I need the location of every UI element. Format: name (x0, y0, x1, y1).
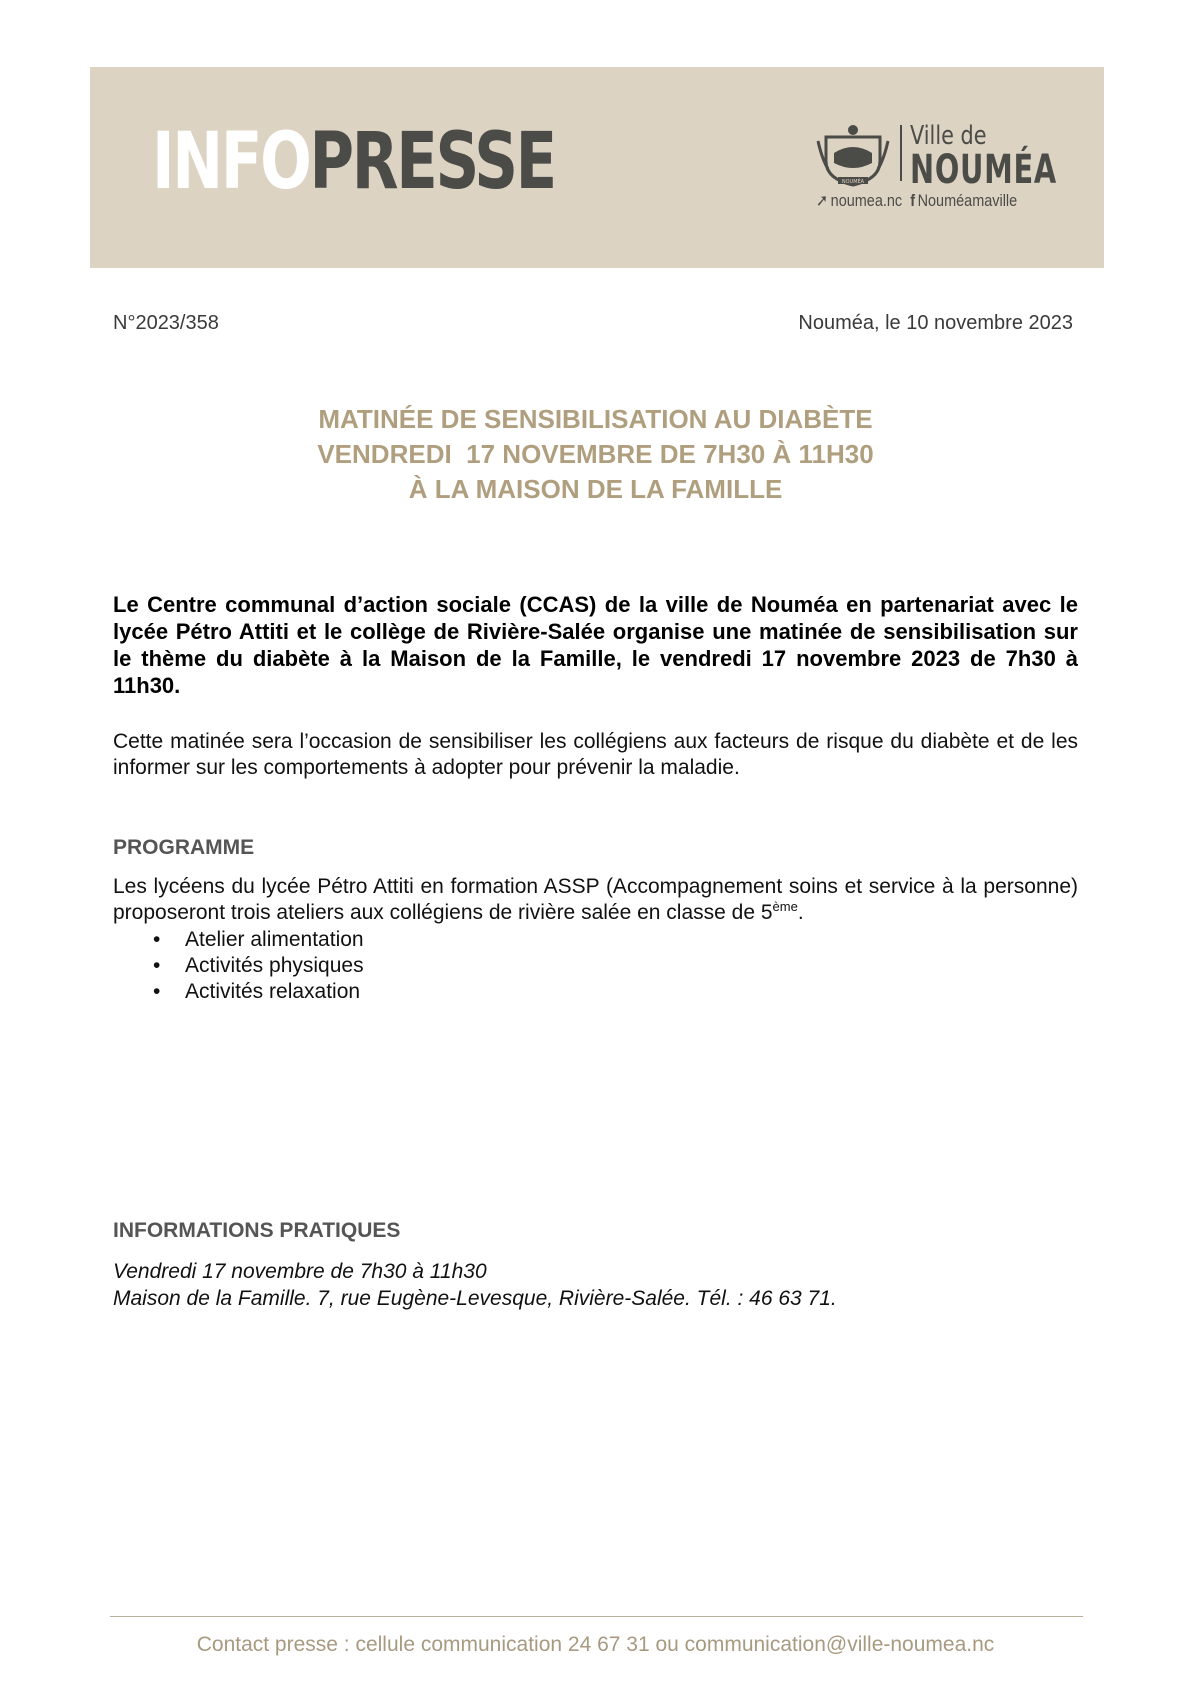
page-title (0, 402, 1191, 507)
list-item: • Atelier alimentation (145, 927, 364, 953)
title-line-1: MATINÉE DE SENSIBILISATION AU DIABÈTE (318, 404, 873, 434)
list-item: • Activités physiques (145, 953, 364, 979)
ville-de-noumea-logo (816, 121, 1056, 211)
header-banner (90, 67, 1104, 268)
website-link[interactable]: noumea.nc (830, 191, 903, 210)
programme-paragraph (113, 874, 1078, 926)
footer-divider (110, 1616, 1083, 1617)
programme-text-end: . (797, 901, 804, 924)
ville-de-text: Ville de (910, 121, 987, 151)
arrow-icon: ➚ (816, 191, 829, 210)
facebook-link[interactable]: Nouméamaville (917, 191, 1018, 210)
programme-heading: PROGRAMME (113, 836, 255, 859)
practical-line-2: Maison de la Famille. 7, rue Eugène-Levesque, Rivière-Salée. Tél. : 46 63 71. (113, 1287, 837, 1310)
brand-info: INFO (152, 117, 310, 207)
practical-info (113, 1258, 837, 1312)
programme-sup: ème (772, 899, 798, 914)
programme-text: Les lycéens du lycée Pétro Attiti en formation ASSP (Accompagnement soins et service à la personne) proposeront trois ateliers aux collégiens de rivière salée en classe de 5 (113, 875, 1078, 924)
list-item: • Activités relaxation (145, 979, 364, 1005)
lead-paragraph: Le Centre communal d’action sociale (CCAS) de la ville de Nouméa en partenariat avec le lycée Pétro Attiti et le collège de Rivière-Salée organise une matinée de sensibilisation sur le thème du diabète à la Maison de la Famille, le vendredi 17 novembre 2023 de 7h30 à 11h30. (113, 592, 1078, 698)
crest-label: NOUMÉA (841, 179, 865, 185)
logo-separator (900, 125, 902, 181)
info-presse-logo (152, 117, 555, 207)
practical-line-1: Vendredi 17 novembre de 7h30 à 11h30 (113, 1260, 487, 1283)
footer-contact: Contact presse : cellule communication 24 67 31 ou communication@ville-noumea.nc (196, 1633, 995, 1656)
noumea-text: NOUMÉA (910, 147, 1057, 193)
press-date: Nouméa, le 10 novembre 2023 (798, 312, 1073, 334)
title-line-3: À LA MAISON DE LA FAMILLE (408, 474, 783, 504)
facebook-icon: f (910, 191, 916, 210)
title-line-2: VENDREDI 17 NOVEMBRE DE 7H30 À 11H30 (317, 439, 874, 469)
intro-paragraph: Cette matinée sera l’occasion de sensibiliser les collégiens aux facteurs de risque du diabète et de les informer sur les comportements à adopter pour prévenir la maladie. (113, 730, 1078, 779)
programme-list (145, 927, 364, 1005)
brand-presse: PRESSE (309, 117, 555, 207)
social-links (816, 191, 1017, 211)
city-crest-icon (816, 123, 890, 187)
practical-heading: INFORMATIONS PRATIQUES (113, 1219, 401, 1242)
press-reference: N°2023/358 (113, 312, 219, 334)
